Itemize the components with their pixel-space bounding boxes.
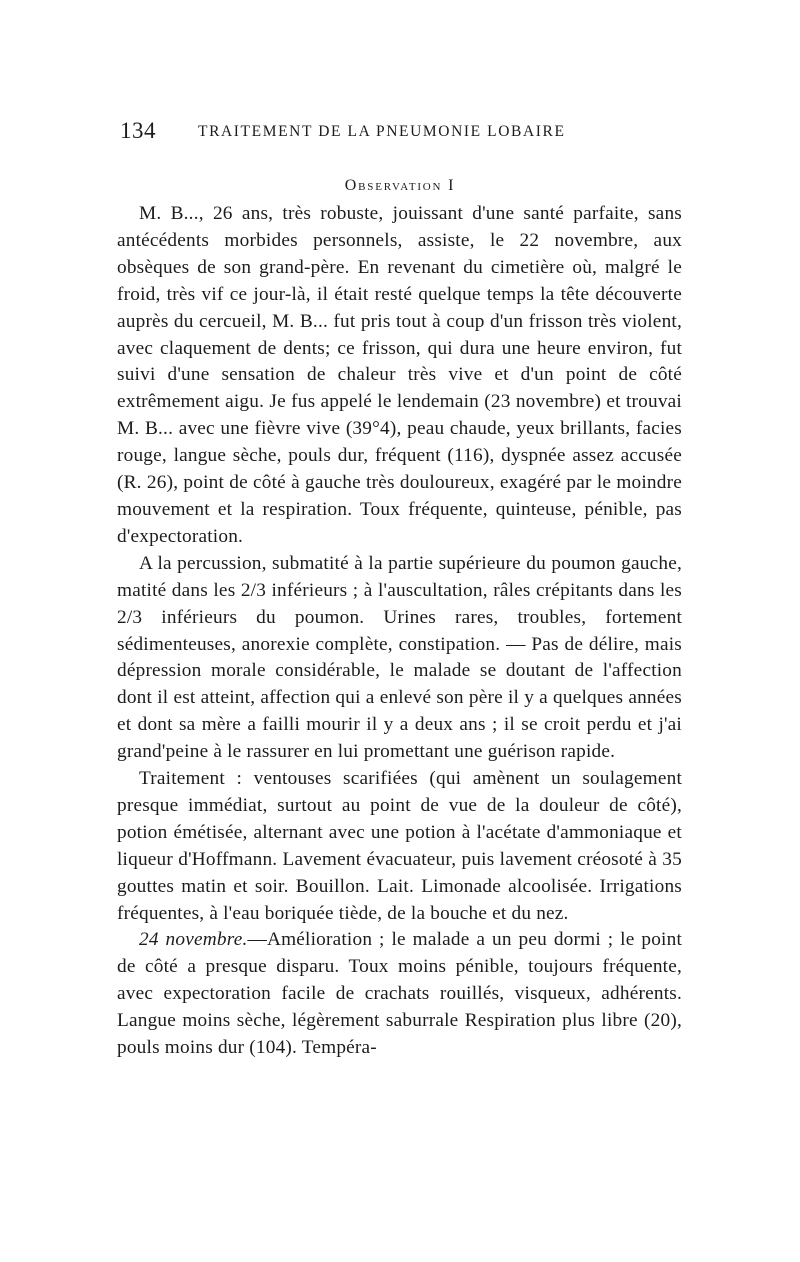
observation-title: Observation I — [344, 177, 456, 194]
paragraph — [117, 927, 682, 1062]
paragraph: A la percussion, submatité à la partie supérieure du poumon gauche, matité dans les 2/3 inférieurs ; à l'auscultation, râles crépitants dans les 2/3 inférieurs du poumon. Urines rares, troubles, fortement sédimenteuses, anorexie complète, constipation. — Pas de délire, mais dépression morale considérable, le malade se doutant de l'affection dont il est atteint, affection qui a enlevé son père il y a quelques années et dont sa mère a failli mourir il y a deux ans ; il se croit perdu et j'ai grand'peine à le rassurer en lui promettant une guérison rapide. — [117, 552, 682, 763]
entry-date: 24 novembre. — [139, 929, 248, 951]
page-header — [120, 118, 680, 148]
entry-text: —Amélioration ; le malade a un peu dormi ; le point de côté a presque disparu. Toux moins pénible, toujours fréquente, avec expectoration facile de crachats rouillés, visqueux, adhérents. Langue moins sèche, légèrement saburrale Respiration plus libre (20), pouls moins dur (104). Tempéra- — [117, 929, 682, 1059]
page-number: 134 — [120, 118, 156, 143]
paragraph: M. B..., 26 ans, très robuste, jouissant d'une santé parfaite, sans antécédents morbides personnels, assiste, le 22 novembre, aux obsèques de son grand-père. En revenant du cimetière où, malgré le froid, très vif ce jour-là, il était resté quelque temps la tête découverte auprès du cercueil, M. B... fut pris tout à coup d'un frisson très violent, avec claquement de dents; ce frisson, qui dura une heure environ, fut suivi d'une sensation de chaleur très vive et d'un point de côté extrêmement aigu. Je fus appelé le lendemain (23 novembre) et trouvai M. B... avec une fièvre vive (39°4), peau chaude, yeux brillants, facies rouge, langue sèche, pouls dur, fréquent (116), dyspnée assez accusée (R. 26), point de côté à gauche très douloureux, exagéré par le moindre mouvement et la respiration. Toux fréquente, quinteuse, pénible, pas d'expectoration. — [117, 203, 682, 547]
running-title: TRAITEMENT DE LA PNEUMONIE LOBAIRE — [198, 123, 566, 140]
body-text — [117, 201, 682, 1062]
paragraph: Traitement : ventouses scarifiées (qui amènent un soulagement presque immédiat, surtout au point de vue de la douleur de côté), potion émétisée, alternant avec une potion à l'acétate d'ammoniaque et liqueur d'Hoffmann. Lavement évacuateur, puis lavement créosoté à 35 gouttes matin et soir. Bouillon. Lait. Limonade alcoolisée. Irrigations fréquentes, à l'eau boriquée tiède, de la bouche et du nez. — [117, 768, 682, 924]
